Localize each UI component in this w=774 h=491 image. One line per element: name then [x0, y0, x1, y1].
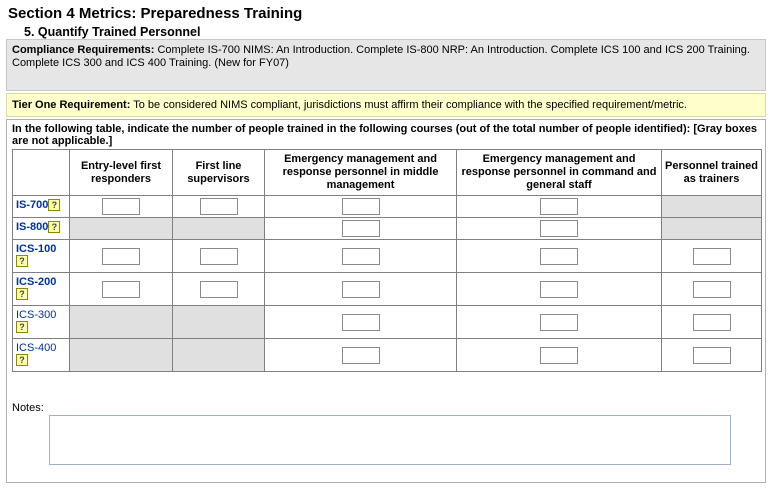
table-row: [13, 196, 762, 218]
notes-textarea[interactable]: [49, 415, 731, 465]
count-cell: [457, 273, 662, 306]
count-input[interactable]: [342, 347, 380, 364]
compliance-text: Complete IS-700 NIMS: An Introduction. Complete IS-800 NRP: An Introduction. Complete ICS 100 and ICS 200 Training.: [154, 44, 750, 56]
count-input[interactable]: [200, 281, 238, 298]
not-applicable-cell: [70, 339, 173, 372]
course-cell: [13, 240, 70, 273]
count-cell: [265, 339, 457, 372]
not-applicable-cell: [173, 339, 265, 372]
count-input[interactable]: [102, 248, 140, 265]
section-title: Section 4 Metrics: Preparedness Training: [8, 5, 303, 22]
count-cell: [173, 196, 265, 218]
course-cell: [13, 273, 70, 306]
count-cell: [70, 240, 173, 273]
count-cell: [70, 196, 173, 218]
table-row: [13, 218, 762, 240]
not-applicable-cell: [173, 218, 265, 240]
count-cell: [457, 339, 662, 372]
count-cell: [265, 218, 457, 240]
help-icon[interactable]: ?: [16, 288, 28, 300]
tier-label: Tier One Requirement:: [12, 99, 131, 111]
count-cell: [662, 339, 762, 372]
column-header: Entry-level first responders: [70, 150, 173, 196]
course-link[interactable]: IS-700: [16, 199, 49, 211]
help-icon[interactable]: ?: [16, 255, 28, 267]
notes-label: Notes:: [12, 402, 44, 414]
not-applicable-cell: [70, 218, 173, 240]
not-applicable-cell: [173, 306, 265, 339]
table-instructions: In the following table, indicate the number of people trained in the following courses (out of the total number of people identified): [Gray boxes are not applicable.]: [12, 123, 757, 147]
header-empty: [13, 150, 70, 196]
count-cell: [265, 196, 457, 218]
compliance-label: Compliance Requirements:: [12, 44, 155, 56]
count-input[interactable]: [540, 347, 578, 364]
course-link[interactable]: ICS-200: [16, 276, 57, 288]
not-applicable-cell: [662, 218, 762, 240]
course-cell: [13, 196, 70, 218]
course-link[interactable]: IS-800: [16, 221, 49, 233]
table-header-row: [13, 150, 762, 196]
not-applicable-cell: [70, 306, 173, 339]
count-cell: [265, 240, 457, 273]
count-input[interactable]: [693, 314, 731, 331]
table-row: [13, 240, 762, 273]
course-cell: [13, 218, 70, 240]
help-icon[interactable]: ?: [48, 221, 60, 233]
count-input[interactable]: [342, 198, 380, 215]
count-cell: [662, 306, 762, 339]
training-table: [12, 149, 762, 372]
count-cell: [457, 306, 662, 339]
course-link[interactable]: ICS-400: [16, 342, 57, 354]
count-input[interactable]: [540, 220, 578, 237]
count-input[interactable]: [342, 248, 380, 265]
count-input[interactable]: [540, 314, 578, 331]
column-header: Personnel trained as trainers: [662, 150, 762, 196]
table-row: [13, 306, 762, 339]
count-cell: [662, 240, 762, 273]
count-cell: [265, 273, 457, 306]
count-input[interactable]: [342, 281, 380, 298]
tier-text: To be considered NIMS compliant, jurisdictions must affirm their compliance with the specified requirement/metric.: [130, 99, 687, 111]
help-icon[interactable]: ?: [16, 354, 28, 366]
count-input[interactable]: [693, 347, 731, 364]
course-link[interactable]: ICS-100: [16, 243, 57, 255]
count-input[interactable]: [200, 198, 238, 215]
count-input[interactable]: [200, 248, 238, 265]
course-link[interactable]: ICS-300: [16, 309, 57, 321]
count-input[interactable]: [540, 198, 578, 215]
course-cell: [13, 339, 70, 372]
column-header: First line supervisors: [173, 150, 265, 196]
not-applicable-cell: [662, 196, 762, 218]
table-row: [13, 339, 762, 372]
count-input[interactable]: [693, 281, 731, 298]
column-header: Emergency management and response personnel in command and general staff: [457, 150, 662, 196]
compliance-requirements-box: [6, 39, 766, 91]
count-cell: [662, 273, 762, 306]
count-input[interactable]: [102, 281, 140, 298]
help-icon[interactable]: ?: [16, 321, 28, 333]
count-input[interactable]: [102, 198, 140, 215]
compliance-text-2: Complete ICS 300 and ICS 400 Training. (New for FY07): [12, 57, 289, 69]
count-cell: [70, 273, 173, 306]
section-subtitle: 5. Quantify Trained Personnel: [24, 25, 201, 39]
count-cell: [457, 218, 662, 240]
count-cell: [457, 196, 662, 218]
count-cell: [265, 306, 457, 339]
count-cell: [173, 273, 265, 306]
count-input[interactable]: [693, 248, 731, 265]
count-input[interactable]: [540, 281, 578, 298]
table-row: [13, 273, 762, 306]
count-input[interactable]: [540, 248, 578, 265]
help-icon[interactable]: ?: [48, 199, 60, 211]
count-input[interactable]: [342, 314, 380, 331]
count-cell: [457, 240, 662, 273]
tier-one-requirement-box: [6, 93, 766, 117]
course-cell: [13, 306, 70, 339]
count-input[interactable]: [342, 220, 380, 237]
count-cell: [173, 240, 265, 273]
column-header: Emergency management and response personnel in middle management: [265, 150, 457, 196]
